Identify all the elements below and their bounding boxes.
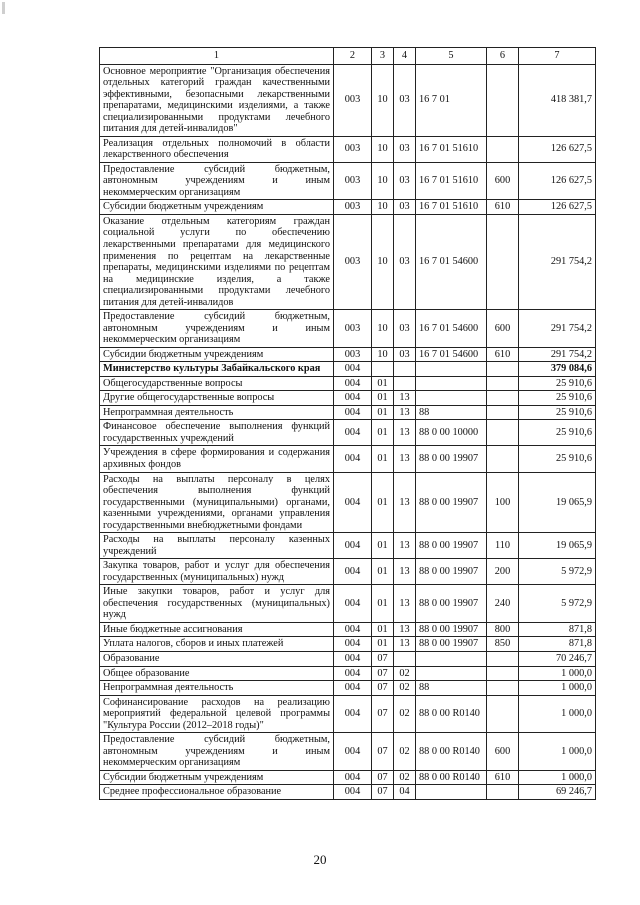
subsection-code: 03 [394,200,416,215]
target-item-code: 16 7 01 51610 [416,162,487,200]
expense-type-code [487,405,519,420]
subsection-code: 02 [394,733,416,771]
subsection-code [394,376,416,391]
target-item-code [416,651,487,666]
ministry-code: 004 [334,666,372,681]
ministry-code: 004 [334,405,372,420]
amount: 379 084,6 [519,362,596,377]
ministry-code: 004 [334,420,372,446]
amount: 1 000,0 [519,695,596,733]
table-row [100,162,596,200]
amount: 5 972,9 [519,559,596,585]
row-name: Финансовое обеспечение выполнения функций государственных учреждений [100,420,334,446]
section-code: 10 [372,64,394,136]
ministry-code: 003 [334,347,372,362]
subsection-code: 13 [394,391,416,406]
ministry-code: 004 [334,651,372,666]
target-item-code: 88 0 00 19907 [416,585,487,623]
target-item-code: 88 0 00 19907 [416,472,487,533]
table-row [100,637,596,652]
subsection-code: 03 [394,310,416,348]
subsection-code: 02 [394,681,416,696]
amount: 70 246,7 [519,651,596,666]
subsection-code: 02 [394,770,416,785]
expense-type-code: 240 [487,585,519,623]
target-item-code: 88 0 00 19907 [416,559,487,585]
section-code: 01 [372,446,394,472]
row-name: Предоставление субсидий бюджетным, автономным учреждениям и иным некоммерческим организациям [100,733,334,771]
expense-type-code: 600 [487,733,519,771]
subsection-code: 03 [394,162,416,200]
subsection-code: 13 [394,559,416,585]
row-name: Непрограммная деятельность [100,681,334,696]
expense-type-code: 610 [487,200,519,215]
table-row [100,214,596,309]
expense-type-code [487,446,519,472]
row-name: Образование [100,651,334,666]
section-code: 10 [372,136,394,162]
section-code: 01 [372,637,394,652]
expense-type-code: 610 [487,770,519,785]
amount: 1 000,0 [519,733,596,771]
amount: 25 910,6 [519,405,596,420]
section-code: 07 [372,733,394,771]
ministry-code: 003 [334,136,372,162]
target-item-code: 88 0 00 R0140 [416,770,487,785]
row-name: Основное мероприятие "Организация обеспечения отдельных категорий граждан качественными эффективными, безопасными лекарственными препаратами, медицинскими изделиями, а также специализированными продуктами лечебного питания для детей-инвалидов" [100,64,334,136]
ministry-code: 003 [334,310,372,348]
table-row [100,391,596,406]
amount: 291 754,2 [519,214,596,309]
header-col-5: 5 [416,48,487,65]
table-row [100,446,596,472]
table-row [100,420,596,446]
ministry-code: 004 [334,391,372,406]
amount: 871,8 [519,622,596,637]
expense-type-code [487,695,519,733]
section-code: 01 [372,533,394,559]
ministry-code: 003 [334,200,372,215]
amount: 69 246,7 [519,785,596,800]
ministry-code: 004 [334,376,372,391]
section-code: 01 [372,420,394,446]
subsection-code [394,651,416,666]
row-name: Субсидии бюджетным учреждениям [100,770,334,785]
target-item-code: 88 [416,405,487,420]
expense-type-code [487,214,519,309]
amount: 126 627,5 [519,200,596,215]
target-item-code: 88 [416,681,487,696]
table-row [100,347,596,362]
row-name: Закупка товаров, работ и услуг для обеспечения государственных (муниципальных) нужд [100,559,334,585]
row-name: Предоставление субсидий бюджетным, автономным учреждениям и иным некоммерческим организациям [100,310,334,348]
row-name: Министерство культуры Забайкальского края [100,362,334,377]
row-name: Оказание отдельным категориям граждан социальной услуги по обеспечению лекарственными препаратами для медицинского применения по рецептам на лекарственные препараты, медицинскими изделиями по рецептам на медицинские изделия, а также специализированными продуктами лечебного питания для детей-инвалидов [100,214,334,309]
amount: 418 381,7 [519,64,596,136]
scan-artifact [2,2,5,14]
target-item-code: 88 0 00 19907 [416,622,487,637]
table-row [100,622,596,637]
expense-type-code [487,785,519,800]
amount: 25 910,6 [519,376,596,391]
table-row [100,533,596,559]
table-body [100,48,596,800]
row-name: Предоставление субсидий бюджетным, автономным учреждениям и иным некоммерческим организациям [100,162,334,200]
target-item-code: 16 7 01 54600 [416,310,487,348]
row-name: Реализация отдельных полномочий в области лекарственного обеспечения [100,136,334,162]
row-name: Субсидии бюджетным учреждениям [100,347,334,362]
header-col-2: 2 [334,48,372,65]
section-code: 10 [372,200,394,215]
row-name: Расходы на выплаты персоналу казенных учреждений [100,533,334,559]
amount: 291 754,2 [519,310,596,348]
amount: 19 065,9 [519,472,596,533]
amount: 291 754,2 [519,347,596,362]
page-number: 20 [313,852,327,867]
target-item-code: 88 0 00 R0140 [416,695,487,733]
subsection-code: 02 [394,695,416,733]
ministry-code: 003 [334,214,372,309]
section-code: 07 [372,681,394,696]
amount: 5 972,9 [519,585,596,623]
ministry-code: 004 [334,585,372,623]
header-row [100,48,596,65]
target-item-code: 88 0 00 R0140 [416,733,487,771]
table-row [100,695,596,733]
row-name: Иные закупки товаров, работ и услуг для обеспечения государственных (муниципальных) нужд [100,585,334,623]
row-name: Уплата налогов, сборов и иных платежей [100,637,334,652]
section-code: 07 [372,770,394,785]
target-item-code [416,666,487,681]
table-row [100,362,596,377]
table-row [100,376,596,391]
subsection-code: 04 [394,785,416,800]
subsection-code: 03 [394,136,416,162]
subsection-code: 13 [394,420,416,446]
table-row [100,651,596,666]
target-item-code [416,785,487,800]
header-col-7: 7 [519,48,596,65]
section-code: 01 [372,622,394,637]
ministry-code: 004 [334,533,372,559]
subsection-code: 13 [394,472,416,533]
target-item-code [416,376,487,391]
header-col-4: 4 [394,48,416,65]
subsection-code: 13 [394,405,416,420]
row-name: Общегосударственные вопросы [100,376,334,391]
budget-table [99,47,596,800]
section-code: 10 [372,347,394,362]
ministry-code: 004 [334,695,372,733]
section-code: 10 [372,162,394,200]
amount: 19 065,9 [519,533,596,559]
subsection-code: 13 [394,637,416,652]
target-item-code: 16 7 01 51610 [416,136,487,162]
target-item-code: 88 0 00 19907 [416,637,487,652]
row-name: Учреждения в сфере формирования и содержания архивных фондов [100,446,334,472]
subsection-code: 02 [394,666,416,681]
row-name: Расходы на выплаты персоналу в целях обеспечения выполнения функций государственными (муниципальными) органами, казенными учреждениями, органами управления государственными внебюджетными фондами [100,472,334,533]
amount: 1 000,0 [519,666,596,681]
target-item-code: 88 0 00 19907 [416,446,487,472]
amount: 871,8 [519,637,596,652]
amount: 25 910,6 [519,420,596,446]
target-item-code: 16 7 01 54600 [416,214,487,309]
expense-type-code: 610 [487,347,519,362]
amount: 25 910,6 [519,391,596,406]
target-item-code: 88 0 00 19907 [416,533,487,559]
expense-type-code [487,651,519,666]
expense-type-code: 110 [487,533,519,559]
expense-type-code: 600 [487,162,519,200]
table-row [100,785,596,800]
subsection-code: 13 [394,533,416,559]
target-item-code: 16 7 01 54600 [416,347,487,362]
header-col-6: 6 [487,48,519,65]
ministry-code: 004 [334,733,372,771]
table-row [100,64,596,136]
target-item-code [416,391,487,406]
expense-type-code [487,64,519,136]
row-name: Среднее профессиональное образование [100,785,334,800]
ministry-code: 004 [334,770,372,785]
table-row [100,405,596,420]
section-code: 01 [372,559,394,585]
table-row [100,472,596,533]
section-code: 07 [372,651,394,666]
expense-type-code: 200 [487,559,519,585]
target-item-code [416,362,487,377]
section-code: 07 [372,666,394,681]
subsection-code: 13 [394,446,416,472]
section-code: 01 [372,585,394,623]
expense-type-code [487,391,519,406]
amount: 126 627,5 [519,162,596,200]
ministry-code: 004 [334,785,372,800]
ministry-code: 004 [334,446,372,472]
row-name: Непрограммная деятельность [100,405,334,420]
section-code: 07 [372,695,394,733]
subsection-code: 13 [394,622,416,637]
table-row [100,585,596,623]
header-col-3: 3 [372,48,394,65]
table-row [100,666,596,681]
header-col-1: 1 [100,48,334,65]
section-code: 01 [372,405,394,420]
row-name: Другие общегосударственные вопросы [100,391,334,406]
row-name: Субсидии бюджетным учреждениям [100,200,334,215]
ministry-code: 004 [334,637,372,652]
target-item-code: 88 0 00 10000 [416,420,487,446]
subsection-code [394,362,416,377]
section-code: 10 [372,214,394,309]
target-item-code: 16 7 01 [416,64,487,136]
ministry-code: 004 [334,362,372,377]
expense-type-code [487,420,519,446]
section-code: 01 [372,472,394,533]
table-row [100,136,596,162]
ministry-code: 004 [334,622,372,637]
section-code: 07 [372,785,394,800]
section-code: 10 [372,310,394,348]
row-name: Иные бюджетные ассигнования [100,622,334,637]
table-row [100,770,596,785]
expense-type-code [487,666,519,681]
expense-type-code [487,362,519,377]
ministry-code: 004 [334,681,372,696]
expense-type-code [487,376,519,391]
amount: 1 000,0 [519,770,596,785]
section-code: 01 [372,376,394,391]
ministry-code: 004 [334,472,372,533]
ministry-code: 003 [334,64,372,136]
amount: 25 910,6 [519,446,596,472]
table-row [100,733,596,771]
expense-type-code: 600 [487,310,519,348]
amount: 126 627,5 [519,136,596,162]
row-name: Общее образование [100,666,334,681]
expense-type-code [487,136,519,162]
row-name: Софинансирование расходов на реализацию мероприятий федеральной целевой программы "Культура России (2012–2018 годы)" [100,695,334,733]
expense-type-code: 850 [487,637,519,652]
table-row [100,310,596,348]
subsection-code: 03 [394,214,416,309]
section-code: 01 [372,391,394,406]
expense-type-code: 800 [487,622,519,637]
expense-type-code: 100 [487,472,519,533]
table-row [100,559,596,585]
table-row [100,200,596,215]
subsection-code: 03 [394,347,416,362]
ministry-code: 003 [334,162,372,200]
subsection-code: 03 [394,64,416,136]
target-item-code: 16 7 01 51610 [416,200,487,215]
section-code [372,362,394,377]
table-row [100,681,596,696]
amount: 1 000,0 [519,681,596,696]
subsection-code: 13 [394,585,416,623]
ministry-code: 004 [334,559,372,585]
expense-type-code [487,681,519,696]
